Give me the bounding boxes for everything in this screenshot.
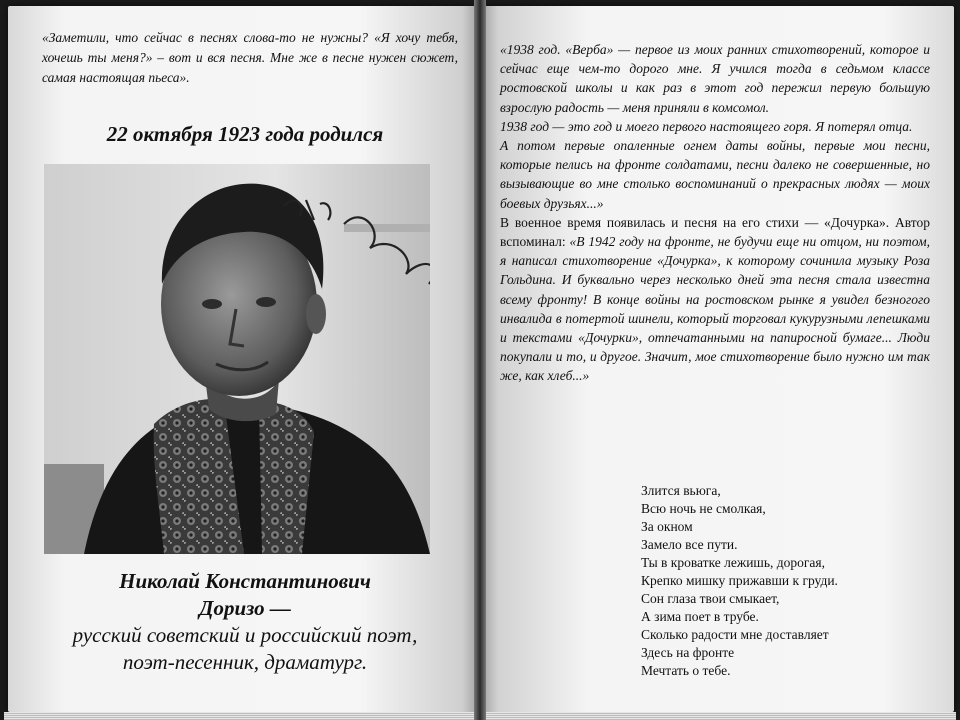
poem-line: Сон глаза твои смыкает, <box>641 591 780 606</box>
portrait-photo <box>44 164 430 554</box>
poem-line: Замело все пути. <box>641 537 738 552</box>
book-spine <box>474 0 486 720</box>
dochurka-quote: «В 1942 году на фронте, не будучи еще ни отцом, ни поэтом, я написал стихотворение «Дочурка», к которому сочинила музыку Роза Гольдина. И буквально через несколько дней эта песня стала известна всему фронту! В конце войны на ростовском рынке я увидел безногого инвалида в потертой шинели, который торговал кукурузными лепешками и текстами «Дочурки», отпечатанными на папиросной бумаге... Люди покупали и то, и другое. Значит, мое стихотворение было нужно им так же, как хлеб...» <box>500 234 930 384</box>
birth-heading: 22 октября 1923 года родился <box>106 122 384 146</box>
left-page-edge <box>4 712 474 720</box>
poet-description-line-2: поэт-песенник, драматург. <box>122 650 368 674</box>
poem-line: За окном <box>641 519 693 534</box>
poem-line: Сколько радости мне доставляет <box>641 627 829 642</box>
poem-line: Мечтать о тебе. <box>641 663 731 678</box>
poem-line: Крепко мишку прижавши к груди. <box>641 573 838 588</box>
portrait-illustration <box>44 164 430 554</box>
poet-description-line-1: русский советский и российский поэт, <box>72 623 418 647</box>
poet-name-line-2: Доризо — <box>199 596 291 620</box>
right-page-edge <box>486 712 956 720</box>
memoir-paragraph-4 <box>500 213 930 386</box>
poem-line: Ты в кроватке лежишь, дорогая, <box>641 555 825 570</box>
poem-line: Злится вьюга, <box>641 483 721 498</box>
poem-dochurka <box>641 482 921 680</box>
poet-name-line-1: Николай Константинович <box>119 569 371 593</box>
dochurka-intro: В военное время появилась и песня на его стихи — «Дочурка». Автор вспоминал: <box>500 214 930 250</box>
poem-line: Здесь на фронте <box>641 645 735 660</box>
memoir-paragraph-2: 1938 год — это год и моего первого настоящего горя. Я потерял отца. <box>500 118 913 134</box>
memoir-paragraph-1: «1938 год. «Верба» — первое из моих ранних стихотворений, которое и сейчас еще чем-то дорого мне. Я учился тогда в седьмом классе ростовской школы и как раз в этот год пережил первую большую взрослую радость — меня приняли в комсомол. <box>500 42 930 115</box>
poem-line: Всю ночь не смолкая, <box>641 501 766 516</box>
epigraph-quote: «Заметили, что сейчас в песнях слова-то не нужны? «Я хочу тебя, хочешь ты меня?» – вот и вся песня. Мне же в песне нужен сюжет, самая настоящая пьеса». <box>42 30 458 85</box>
memoir-paragraph-3: А потом первые опаленные огнем даты войны, первые мои песни, которые пелись на фронте солдатами, песни далеко не совершенные, но вызывающие во мне столько воспоминаний о прекрасных людях — моих боевых друзьях...» <box>500 138 930 211</box>
poem-line: А зима поет в трубе. <box>641 609 759 624</box>
poet-caption <box>30 568 460 676</box>
memoir-text <box>500 40 930 386</box>
